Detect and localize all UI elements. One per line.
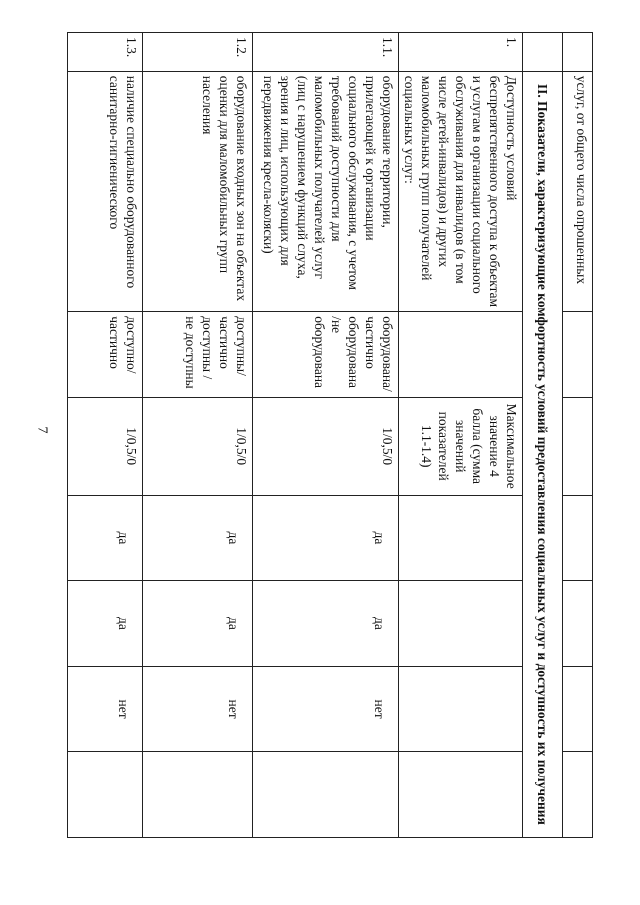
top-row-text: услуг, от общего числа опрошенных bbox=[563, 71, 593, 311]
row-score: Максимальное значение 4 балла (сумма значений показателей 1.1-1.4) bbox=[399, 397, 523, 495]
row-name: оборудование входных зон на объектах оценки для маломобильных групп населения bbox=[143, 71, 253, 311]
table-row-top bbox=[563, 33, 593, 838]
row-unit: оборудована/ частично оборудована /не оборудована bbox=[253, 312, 399, 398]
row-name: Доступность условий беспрепятственного доступа к объектам и услугам в организации социального обслуживания для инвалидов (в том числе детей-инвалидов) и других маломобильных групп получателей социальных услуг: bbox=[399, 71, 523, 311]
section-title: II. Показатели, характеризующие комфортность условий предоставления социальных услуг и доступность их получения bbox=[523, 71, 563, 837]
row-score: 1/0,5/0 bbox=[143, 397, 253, 495]
table-cell-empty bbox=[68, 752, 143, 838]
row-score: 1/0,5/0 bbox=[253, 397, 399, 495]
table-row bbox=[143, 33, 253, 838]
table-row bbox=[68, 33, 143, 838]
table-cell-empty bbox=[563, 752, 593, 838]
table-cell-empty bbox=[563, 312, 593, 398]
page-number: 7 bbox=[34, 426, 50, 434]
table-row bbox=[253, 33, 399, 838]
row-value-1: да bbox=[253, 495, 399, 581]
table-cell-empty bbox=[563, 581, 593, 667]
row-value-2: да bbox=[68, 581, 143, 667]
section-header-row bbox=[523, 33, 563, 838]
row-value-3: нет bbox=[68, 666, 143, 752]
table-cell-empty bbox=[143, 752, 253, 838]
table-cell-empty bbox=[563, 495, 593, 581]
row-value-2: да bbox=[143, 581, 253, 667]
indicators-table bbox=[67, 32, 593, 838]
table-row bbox=[399, 33, 523, 838]
rotated-table-wrapper bbox=[67, 32, 593, 838]
row-number: 1.3. bbox=[68, 33, 143, 72]
row-value-3: нет bbox=[143, 666, 253, 752]
row-score: 1/0,5/0 bbox=[68, 397, 143, 495]
row-number: 1.1. bbox=[253, 33, 399, 72]
table-cell-empty bbox=[399, 752, 523, 838]
table-cell-empty bbox=[563, 33, 593, 72]
row-unit: доступно/ частично bbox=[68, 312, 143, 398]
row-value-2: да bbox=[253, 581, 399, 667]
row-value-1: да bbox=[143, 495, 253, 581]
row-value-1: да bbox=[68, 495, 143, 581]
row-name: оборудование территории, прилегающей к организации социального обслуживания, с учетом требований доступности для маломобильных получателей услуг (лиц с нарушением функций слуха, зрения и лиц, использующих для передвижения кресла-коляски) bbox=[253, 71, 399, 311]
row-number: 1. bbox=[399, 33, 523, 72]
row-value-1 bbox=[399, 495, 523, 581]
row-unit bbox=[399, 312, 523, 398]
row-name: наличие специально оборудованного санитарно-гигиенического bbox=[68, 71, 143, 311]
table-cell-empty bbox=[563, 397, 593, 495]
row-unit: доступны/ частично доступны / не доступны bbox=[143, 312, 253, 398]
table-cell-empty bbox=[563, 666, 593, 752]
row-value-2 bbox=[399, 581, 523, 667]
row-value-3 bbox=[399, 666, 523, 752]
row-value-3: нет bbox=[253, 666, 399, 752]
table-cell-empty bbox=[253, 752, 399, 838]
row-number: 1.2. bbox=[143, 33, 253, 72]
table-stage bbox=[67, 32, 593, 838]
table-cell-empty bbox=[523, 33, 563, 72]
